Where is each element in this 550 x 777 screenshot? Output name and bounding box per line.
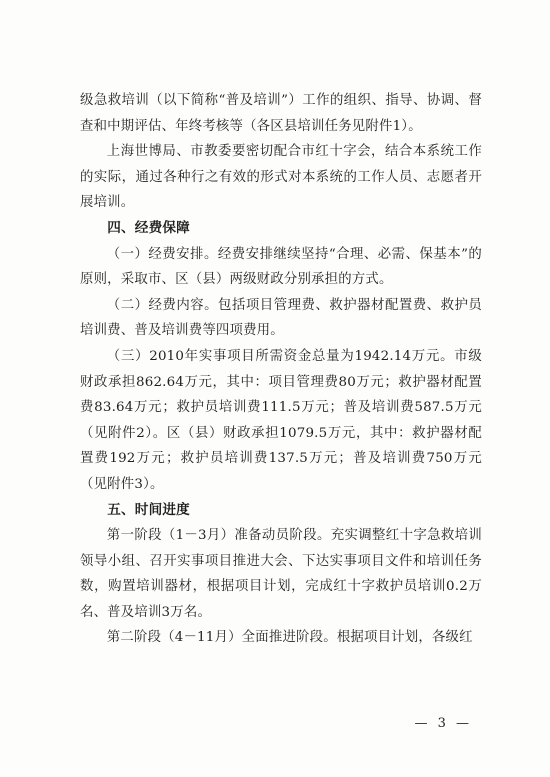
paragraph-funding-arrangement: （一）经费安排。经费安排继续坚持“合理、必需、保基本”的原则，采取市、区（县）两级财政分别承担的方式。 xyxy=(80,246,482,288)
paragraph-expo-bureau: 上海世博局、市教委要密切配合市红十字会，结合本系统工作的实际，通过各种行之有效的形式对本系统的工作人员、志愿者开展培训。 xyxy=(80,144,482,211)
paragraph-funding-content: （二）经费内容。包括项目管理费、救护器材配置费、救护员培训费、普及培训费等四项费用。 xyxy=(80,297,482,339)
paragraph-phase-two: 第二阶段（4－11月）全面推进阶段。根据项目计划，各级红 xyxy=(106,630,473,646)
paragraph-funding-amount: （三）2010年实事项目所需资金总量为1942.14万元。市级财政承担862.64万元，其中：项目管理费80万元；救护器材配置费83.64万元；救护员培训费111.5万元；普及培训费587.5万元（见附件2）。区（县）财政承担1079.5万元，其中：救护器材配置费192万元；救护员培训费137.5万元；普及培训费750万元（见附件3）。 xyxy=(80,348,482,492)
paragraph-phase-one: 第一阶段（1－3月）准备动员阶段。充实调整红十字急救培训领导小组、召开实事项目推进大会、下达实事项目文件和培训任务数，购置培训器材，根据项目计划，完成红十字救护员培训0.2万名、普及培训3万名。 xyxy=(80,528,482,620)
section-heading-schedule: 五、时间进度 xyxy=(107,501,190,518)
page-number: — 3 — xyxy=(414,716,472,731)
paragraph-training-duties: 级急救培训（以下简称“普及培训”）工作的组织、指导、协调、督查和中期评估、年终考核等（各区县培训任务见附件1）。 xyxy=(80,93,482,134)
document-body xyxy=(80,88,482,651)
section-heading-funding: 四、经费保障 xyxy=(107,219,190,236)
